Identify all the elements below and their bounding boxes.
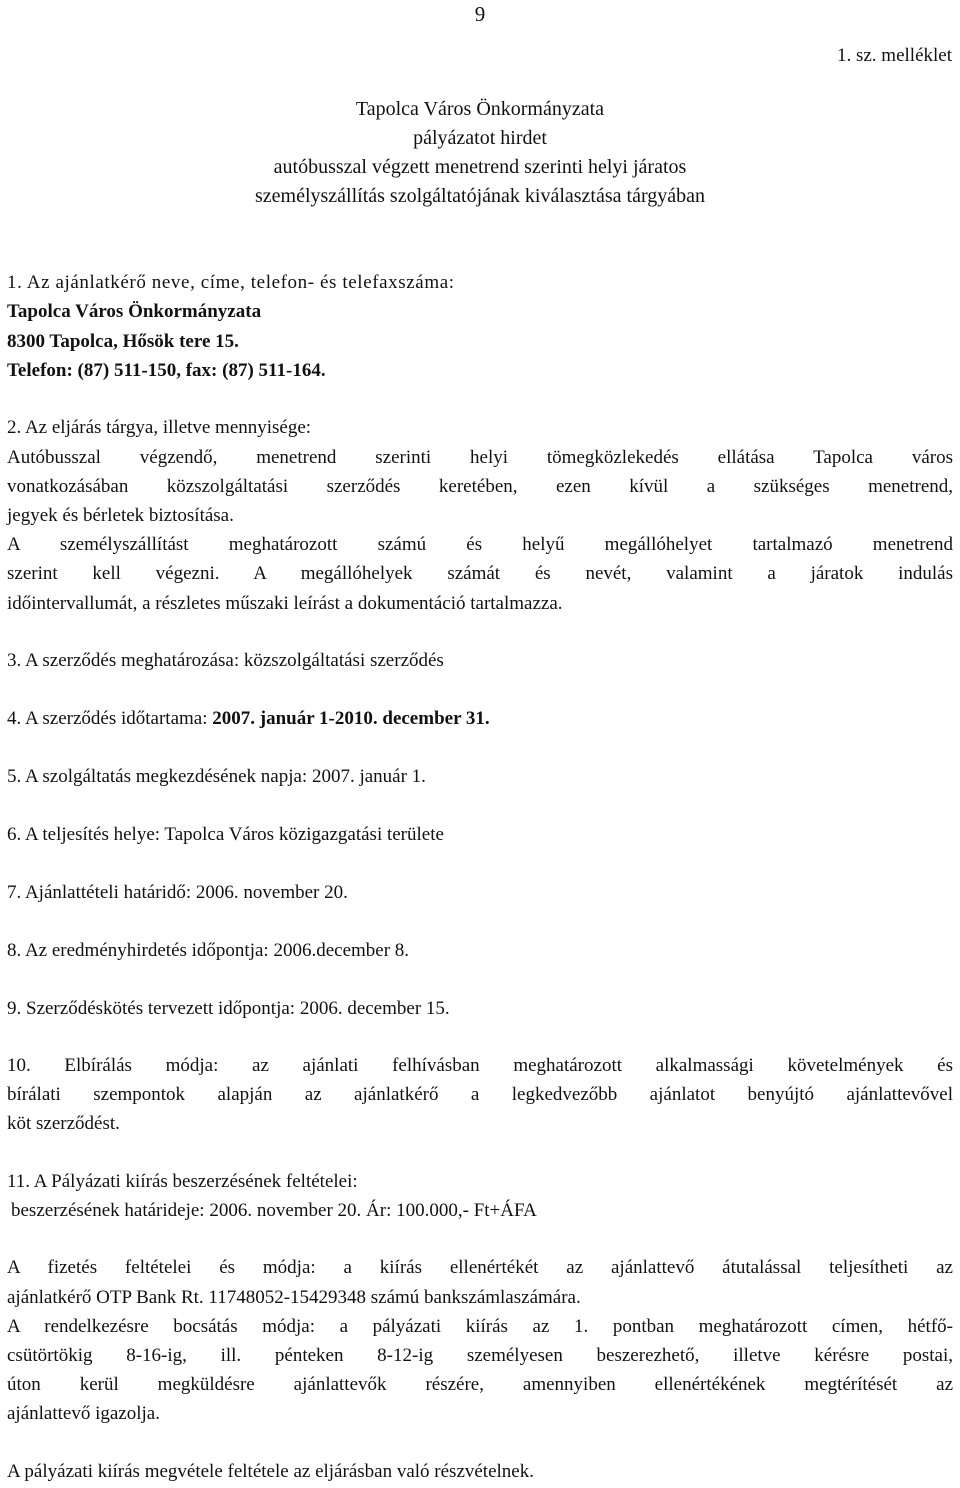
section-6: 6. A teljesítés helye: Tapolca Város közigazgatási területe [7, 824, 444, 845]
section-11-deadline: beszerzésének határideje: 2006. november 20. Ár: 100.000,- Ft+ÁFA [11, 1200, 537, 1221]
availability-line-2: csütörtökig 8-16-ig, ill. pénteken 8-12-ig személyesen beszerezhető, illetve kérésre postai, [7, 1345, 953, 1366]
annex-label: 1. sz. melléklet [836, 45, 952, 66]
section-3: 3. A szerződés meghatározása: közszolgáltatási szerződés [7, 650, 444, 671]
section-4 [7, 707, 490, 731]
section-2-line-4: A személyszállítást meghatározott számú és helyű megállóhelyet tartalmazó menetrend [7, 534, 953, 555]
section-1-name: Tapolca Város Önkormányzata [7, 301, 262, 322]
heading-line-3: autóbusszal végzett menetrend szerinti helyi járatos [273, 156, 687, 178]
heading-line-2: pályázatot hirdet [413, 127, 547, 149]
payment-line-1: A fizetés feltételei és módja: a kiírás ellenértékét az ajánlattevő átutalással teljesítheti az [7, 1257, 953, 1278]
payment-line-2: ajánlatkérő OTP Bank Rt. 11748052-15429348 számú bankszámlaszámára. [7, 1287, 581, 1308]
final-note: A pályázati kiírás megvétele feltétele az eljárásban való részvételnek. [7, 1461, 534, 1482]
section-4-label: 4. A szerződés időtartama: [7, 708, 213, 729]
section-5: 5. A szolgáltatás megkezdésének napja: 2007. január 1. [7, 766, 426, 787]
section-1-phone: Telefon: (87) 511-150, fax: (87) 511-164. [7, 360, 326, 381]
section-1-address: 8300 Tapolca, Hősök tere 15. [7, 331, 239, 352]
section-4-value: 2007. január 1-2010. december 31. [212, 708, 490, 729]
section-2-line-3: jegyek és bérletek biztosítása. [7, 505, 234, 526]
availability-line-4: ajánlattevő igazolja. [7, 1403, 160, 1424]
section-2-label: 2. Az eljárás tárgya, illetve mennyisége: [7, 417, 312, 438]
heading-line-1: Tapolca Város Önkormányzata [355, 98, 605, 120]
section-2-line-2: vonatkozásában közszolgáltatási szerződés keretében, ezen kívül a szükséges menetrend, [7, 476, 953, 497]
section-10-line-1: 10. Elbírálás módja: az ajánlati felhívásban meghatározott alkalmassági követelmények és [7, 1055, 953, 1076]
section-10-line-3: köt szerződést. [7, 1113, 120, 1134]
heading-line-4: személyszállítás szolgáltatójának kiválasztása tárgyában [254, 185, 705, 207]
section-7: 7. Ajánlattételi határidő: 2006. november 20. [7, 882, 348, 903]
page-number: 9 [474, 2, 486, 26]
availability-line-1: A rendelkezésre bocsátás módja: a pályázati kiírás az 1. pontban meghatározott címen, hétfő- [7, 1316, 953, 1337]
section-8: 8. Az eredményhirdetés időpontja: 2006.december 8. [7, 940, 410, 961]
section-2-line-1: Autóbusszal végzendő, menetrend szerinti helyi tömegközlekedés ellátása Tapolca város [7, 447, 953, 468]
section-10-line-2: bírálati szempontok alapján az ajánlatkérő a legkedvezőbb ajánlatot benyújtó ajánlattevővel [7, 1084, 953, 1105]
availability-line-3: úton kerül megküldésre ajánlattevők részére, amennyiben ellenértékének megtérítését az [7, 1374, 953, 1395]
section-2-line-6: időintervallumát, a részletes műszaki leírást a dokumentáció tartalmazza. [7, 593, 563, 614]
section-1-label: 1. Az ajánlatkérő neve, címe, telefon- és telefaxszáma: [7, 272, 455, 293]
section-2-line-5: szerint kell végezni. A megállóhelyek számát és nevét, valamint a járatok indulás [7, 563, 953, 584]
section-11-label: 11. A Pályázati kiírás beszerzésének feltételei: [7, 1171, 358, 1192]
section-9: 9. Szerződéskötés tervezett időpontja: 2006. december 15. [7, 998, 450, 1019]
